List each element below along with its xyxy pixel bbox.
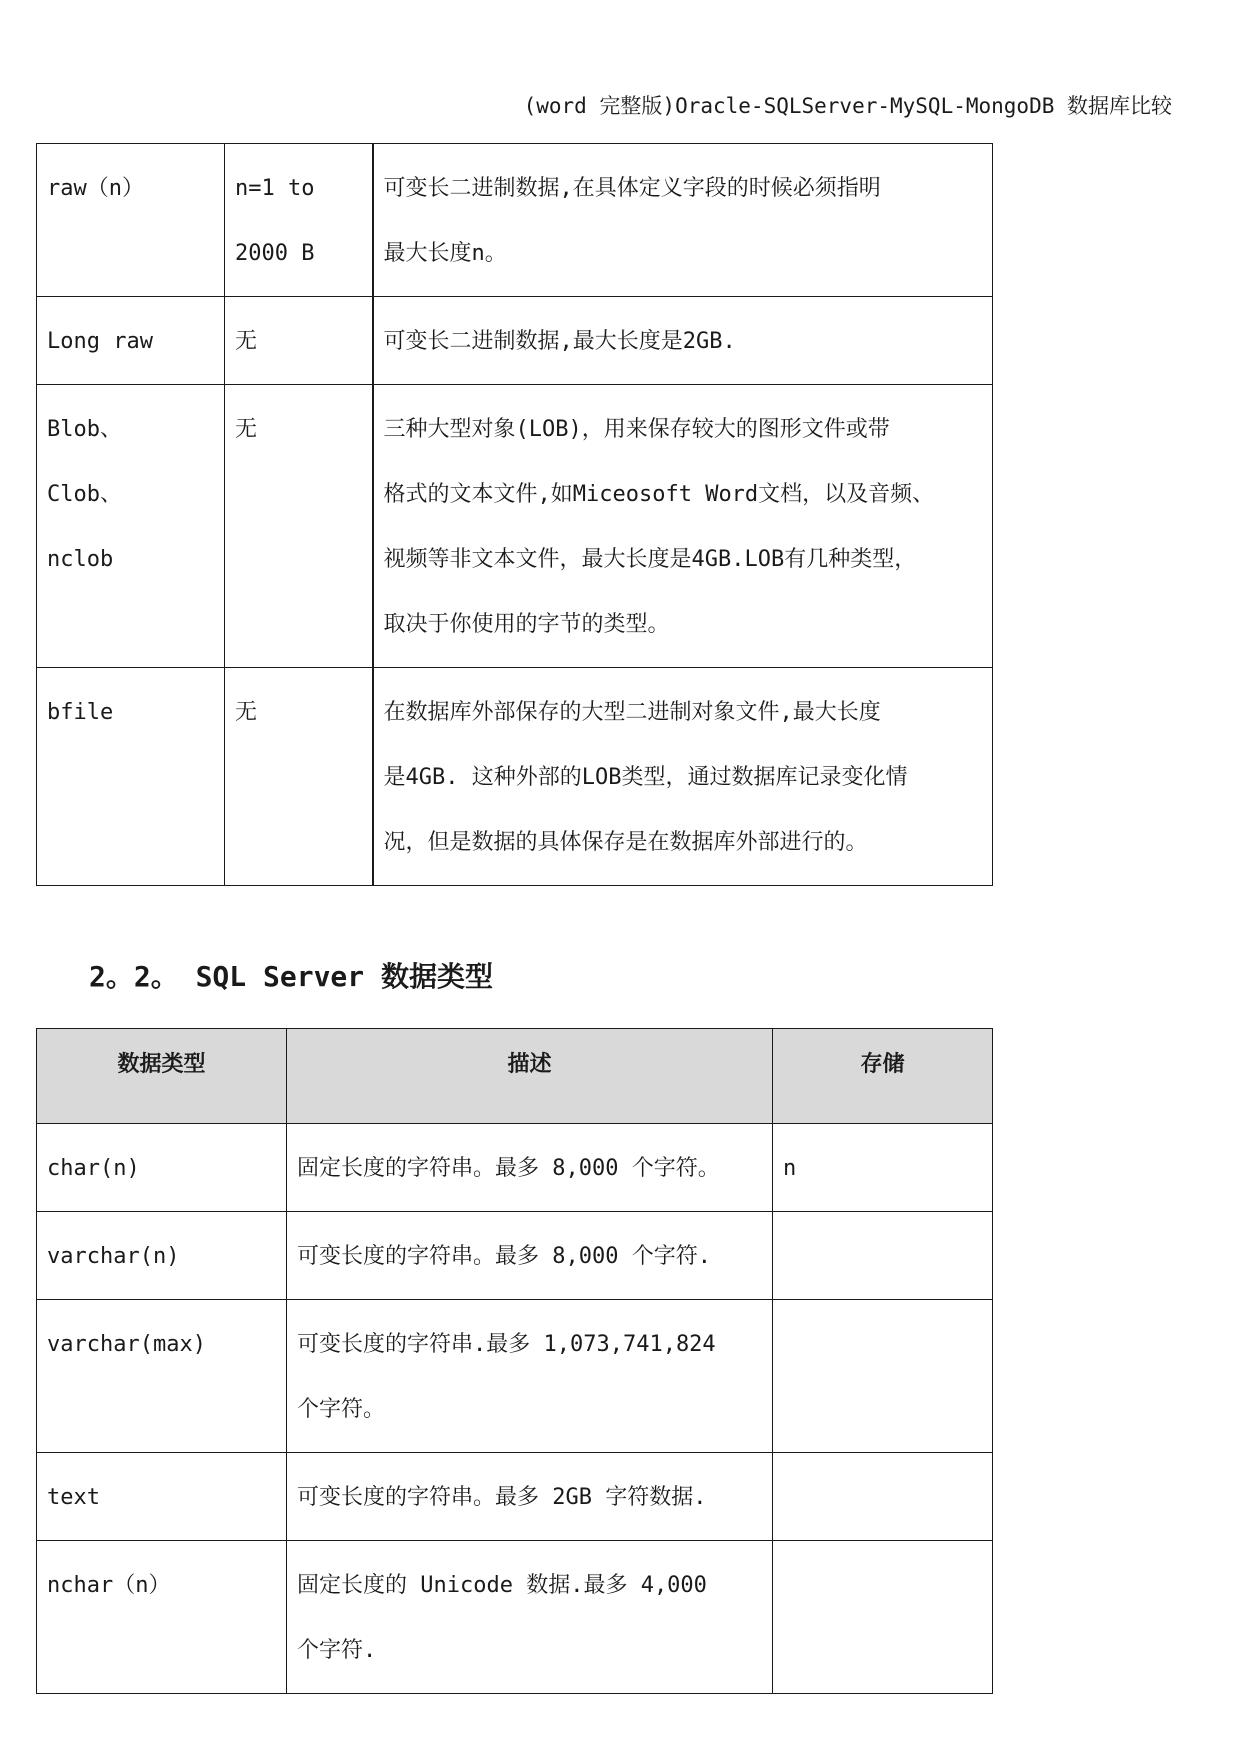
description-cell-line: 可变长度的字符串。最多 2GB 字符数据.: [297, 1485, 707, 1510]
column-header-storage: 存储: [773, 1029, 993, 1124]
description-cell: [287, 1541, 773, 1694]
description-cell-line: 固定长度的字符串。最多 8,000 个字符。: [297, 1156, 720, 1181]
range-cell: [225, 668, 373, 886]
table-row: [37, 1541, 993, 1694]
type-cell: [37, 144, 225, 297]
sqlserver-datatype-table: [36, 1028, 993, 1694]
description-cell: [373, 668, 993, 886]
type-cell-line: raw（n）: [47, 176, 144, 201]
description-cell-line: 三种大型对象(LOB)，用来保存较大的图形文件或带: [383, 417, 890, 442]
table-row: [37, 144, 993, 297]
table-row: [37, 1453, 993, 1541]
type-cell: [37, 1124, 287, 1212]
type-cell: [37, 1541, 287, 1694]
description-cell: [287, 1300, 773, 1453]
storage-cell: [773, 1453, 993, 1541]
type-cell-line: text: [47, 1485, 100, 1510]
document-header: (word 完整版)Oracle-SQLServer-MySQL-MongoDB 数据库比较: [523, 94, 1172, 118]
type-cell-line: nchar（n）: [47, 1573, 171, 1598]
type-cell-line: Blob、: [47, 417, 122, 442]
description-cell-line: 个字符。: [297, 1397, 386, 1422]
type-cell: [37, 297, 225, 385]
range-cell-line: 无: [235, 329, 258, 354]
description-cell: [287, 1212, 773, 1300]
storage-cell: [773, 1124, 993, 1212]
description-cell: [373, 385, 993, 668]
range-cell: [225, 297, 373, 385]
table-row: [37, 1212, 993, 1300]
storage-cell: [773, 1300, 993, 1453]
description-cell-line: 是4GB. 这种外部的LOB类型，通过数据库记录变化情: [383, 765, 908, 790]
type-cell: [37, 1300, 287, 1453]
section-heading: 2。2。 SQL Server 数据类型: [89, 960, 494, 993]
table-row: [37, 385, 993, 668]
type-cell-line: nclob: [47, 547, 114, 572]
type-cell: [37, 385, 225, 668]
description-cell-line: 可变长二进制数据,最大长度是2GB.: [383, 329, 736, 354]
description-cell: [287, 1124, 773, 1212]
table-row: [37, 1124, 993, 1212]
column-header-description: 描述: [287, 1029, 773, 1124]
oracle-datatype-table: [36, 143, 993, 886]
type-cell: [37, 668, 225, 886]
type-cell-line: varchar(n): [47, 1244, 180, 1269]
type-cell-line: Long raw: [47, 329, 153, 354]
description-cell-line: 视频等非文本文件，最大长度是4GB.LOB有几种类型，: [383, 547, 917, 572]
storage-cell: [773, 1541, 993, 1694]
storage-cell-line: n: [783, 1156, 797, 1181]
type-cell-line: Clob、: [47, 482, 122, 507]
range-cell-line: n=1 to: [235, 176, 315, 201]
description-cell-line: 况，但是数据的具体保存是在数据库外部进行的。: [383, 830, 868, 855]
range-cell: [225, 144, 373, 297]
description-cell-line: 可变长二进制数据,在具体定义字段的时候必须指明: [383, 176, 881, 201]
type-cell-line: char(n): [47, 1156, 140, 1181]
description-cell-line: 最大长度n。: [383, 241, 507, 266]
table-header-row: [37, 1029, 993, 1124]
table-row: [37, 1300, 993, 1453]
description-cell-line: 个字符.: [297, 1638, 377, 1663]
range-cell-line: 无: [235, 700, 258, 725]
description-cell-line: 格式的文本文件,如Miceosoft Word文档，以及音频、: [383, 482, 935, 507]
type-cell-line: bfile: [47, 700, 114, 725]
description-cell: [287, 1453, 773, 1541]
table-row: [37, 297, 993, 385]
storage-cell: [773, 1212, 993, 1300]
description-cell-line: 可变长度的字符串。最多 8,000 个字符.: [297, 1244, 711, 1269]
description-cell-line: 取决于你使用的字节的类型。: [383, 612, 670, 637]
table-row: [37, 668, 993, 886]
type-cell: [37, 1453, 287, 1541]
description-cell: [373, 144, 993, 297]
range-cell-line: 2000 B: [235, 241, 315, 266]
description-cell: [373, 297, 993, 385]
description-cell-line: 在数据库外部保存的大型二进制对象文件,最大长度: [383, 700, 881, 725]
range-cell-line: 无: [235, 417, 258, 442]
column-header-type: 数据类型: [37, 1029, 287, 1124]
type-cell-line: varchar(max): [47, 1332, 206, 1357]
description-cell-line: 固定长度的 Unicode 数据.最多 4,000: [297, 1573, 707, 1598]
description-cell-line: 可变长度的字符串.最多 1,073,741,824: [297, 1332, 716, 1357]
type-cell: [37, 1212, 287, 1300]
range-cell: [225, 385, 373, 668]
